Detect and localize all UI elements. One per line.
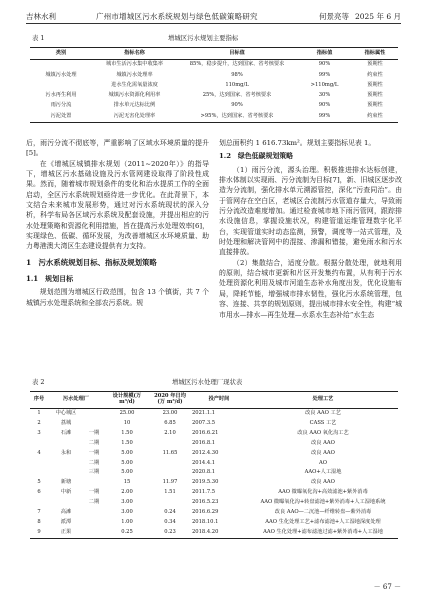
table-cell: 派潭 [60, 518, 72, 525]
table-cell: 预期性 [367, 81, 383, 88]
table-cell: 2007.3.5 [192, 419, 216, 426]
table-row [30, 458, 398, 468]
table-cell: 6 [37, 489, 41, 496]
table-cell: 中新 [60, 489, 72, 496]
table-cell: 二期 [88, 439, 100, 446]
table-cell: 雨污分流 [50, 102, 72, 109]
table-cell: 正果 [60, 528, 72, 535]
table2-header-row [30, 392, 398, 409]
table-cell: 三期 [88, 469, 100, 476]
table-cell: AAO 生化处理工艺+滤布滤池+人工湿地深度处理 [265, 518, 381, 525]
table-cell: 改良 AAO 工艺 [305, 410, 341, 417]
table-row [30, 70, 398, 80]
table1 [30, 47, 398, 123]
table-cell: 改良 AAO 氧化沟工艺 [297, 429, 349, 436]
table1-header-cell: 类别 [30, 48, 92, 60]
table-cell: 25%，达到国家、省考核要求 [202, 92, 272, 99]
table-row [30, 439, 398, 449]
table-cell [84, 528, 104, 538]
table-cell: 改良 AAO—二沉池—纤维转盘—紫外消毒 [274, 508, 372, 515]
table-cell: 高滩 [60, 508, 72, 515]
table-cell: 5.00 [121, 459, 133, 466]
table-cell: 二期 [88, 499, 100, 506]
table-row [30, 91, 398, 101]
table-cell: 110mg/L [225, 81, 249, 88]
table-cell: 90% [318, 61, 331, 68]
table-row [30, 419, 398, 429]
article-title: 广州市增城区污水系统规划与绿色低碳策略研究 [96, 12, 258, 21]
table-cell: 约束性 [367, 71, 383, 78]
table-cell: 5.00 [121, 469, 133, 476]
table-cell [48, 498, 84, 508]
table1-header-cell: 目标值 [177, 48, 297, 60]
table-cell [30, 439, 48, 449]
table-cell: 5.00 [121, 449, 133, 456]
table-cell: 4 [37, 449, 41, 456]
table-cell: 荔城 [60, 419, 72, 426]
table-row [30, 508, 398, 518]
table-cell: AAO 微曝氧化沟+转盘滤池+紫外消毒+人工湿地系统 [260, 499, 386, 506]
table-cell: 1 [37, 410, 41, 417]
table-cell: 2016.8.1 [192, 439, 216, 446]
table-cell [30, 468, 48, 478]
table2-label: 表 2 [32, 378, 45, 386]
table-cell: 2.10 [164, 429, 176, 436]
page-number: － 67 － [373, 583, 401, 591]
table-cell [30, 498, 48, 508]
table-row [30, 429, 398, 439]
table-cell: 1.50 [121, 439, 133, 446]
subsection-heading: 1.2 绿色低碳规划策略 [219, 152, 294, 161]
table-cell: 0.24 [164, 508, 176, 515]
table-cell: 2014.4.1 [192, 459, 216, 466]
table-cell: 城镇污水资源化利用率 [108, 92, 161, 99]
table-cell: AAO 生化处理+滤布滤池过滤+紫外消毒+人工湿地 [263, 528, 383, 535]
issue-date: 2025 年 6 月 [354, 12, 401, 21]
table-cell: 1.50 [121, 429, 133, 436]
table-cell: 15 [123, 479, 131, 486]
table-cell [30, 81, 92, 91]
table-row [30, 488, 398, 498]
table-cell: 一期 [88, 489, 100, 496]
table-cell: 永和 [60, 449, 72, 456]
table2-header-cell: 投产时间 [190, 392, 248, 409]
table-cell: 99% [318, 112, 331, 119]
table2-header-cell: 2020 年日均(万 m³/d) [150, 392, 190, 409]
table-cell: 进水生化需氧量浓度 [111, 81, 158, 88]
table-cell: 2012.4.30 [192, 449, 219, 456]
table-cell: 10 [123, 419, 131, 426]
table-cell: 新塘 [60, 479, 72, 486]
table-row [30, 60, 398, 71]
table-cell: 90% [231, 102, 243, 109]
body-paragraph: （1）雨污分流，源头治理。积极推进排水达标创建，排水体制以实现雨、污分流制为目标[7]，新、旧城区逐步改造为分流制，强化排水单元溯源管控，深化“污查同治”。由于管网存在空白区，老城区合流制污水管道存量大，导致雨污分流改造难度增加。通过检查城市地下雨污管网，跟踪排水设施信息，掌握设施状况，构建管道运维管理数字化平台，实现管道实时动态监测，预警，调度等一站式管理，及时处理和解决管网中的混接、渗漏和错接，避免雨水和污水直接排放。 [219, 165, 402, 257]
table-cell [30, 458, 48, 468]
table1-caption: 增城区污水规划主要指标 [168, 34, 239, 42]
table-cell: 城镇污水处理 [45, 71, 77, 78]
table1-header-cell: 指标名称 [92, 48, 177, 60]
table-cell [150, 439, 190, 449]
table1-header-row [30, 48, 398, 60]
table-cell: AAO 微曝氧化沟+高效滤池+紫外消毒 [278, 489, 368, 496]
body-paragraph: 划总面积约 1 616.73km²。规划主要指标见表 1。 [219, 139, 376, 147]
journal-name: 吉林水利 [26, 12, 56, 21]
table-cell: 改良 AAO [311, 439, 335, 446]
table-cell: CASS 工艺 [309, 419, 337, 426]
table-row [30, 449, 398, 459]
table-cell [48, 458, 84, 468]
table2-header-cell: 设计规模(万 m³/d) [104, 392, 150, 409]
table-cell: 中心城区 [55, 410, 77, 417]
body-paragraph: 在《增城区城镇排水规划（2011~2020年）》的指导下，增城区污水基础设施及污水管网建设取得了阶段性成果。然而，随着城市规划条件的变化和治水提质工作的全面启动，全区污水系统规划亟待进一步优化。在此背景下，本文结合未来城市发展形势，通过对污水系统现状的深入分析，科学布局各区域污水系统及配套设施，并提出相应的污水处理策略和资源化利用措施，旨在提高污水处理效率[6]，实现绿色、低碳、循环发展，为改善增城区水环境质量、助力粤港澳大湾区生态建设提供有力支持。 [26, 159, 209, 251]
table-cell: 5 [37, 479, 41, 486]
table-row [30, 101, 398, 111]
table-cell [48, 468, 84, 478]
table-row [30, 409, 398, 419]
body-paragraph: 规划范围为增城区行政范围，包含 13 个镇街，共 7 个城镇污水处理系统和全部农污系统。规 [26, 288, 209, 307]
table-cell [30, 60, 92, 71]
table-cell: 90% [318, 102, 331, 109]
table-cell: 污泥处置 [50, 112, 72, 119]
table-row [30, 111, 398, 122]
table-cell: 85%，稳步提升，达到国家、省考核要求 [189, 61, 285, 68]
table-cell: >95%，达到国家、省考核要求 [200, 112, 274, 119]
table-row [30, 518, 398, 528]
table-cell [48, 439, 84, 449]
right-column [219, 138, 402, 320]
table-row [30, 478, 398, 488]
table2-header-cell: 处理工艺 [248, 392, 398, 409]
table-cell: 污水再生利用 [45, 92, 77, 99]
table-cell: 2011.7.5 [192, 489, 216, 496]
table-cell: 8 [37, 518, 41, 525]
table-cell [150, 458, 190, 468]
table-cell: 二期 [88, 459, 100, 466]
table-cell: 石滩 [60, 429, 72, 436]
table-cell [150, 468, 190, 478]
table-cell: 9 [37, 528, 41, 535]
table-row [30, 528, 398, 538]
table-cell: 2020.8.1 [192, 469, 216, 476]
table-cell: AO [319, 459, 327, 466]
table1-header-cell: 指标属性 [352, 48, 398, 60]
table-cell: 2016.5.23 [192, 499, 219, 506]
table1-header-cell: 指标值 [297, 48, 352, 60]
table-cell: 1.51 [164, 489, 176, 496]
table-cell: 23.00 [162, 410, 178, 417]
body-paragraph: 后，雨污分流不彻底等，严重影响了区域水环境质量的提升[5]。 [26, 139, 209, 158]
table-cell: >110mg/L [310, 81, 339, 88]
table-cell: 城镇污水处理率 [116, 71, 153, 78]
table-cell: 预期性 [367, 61, 383, 68]
table-cell: 0.25 [121, 528, 133, 535]
table-cell: 11.97 [162, 479, 178, 486]
table-cell: 2016.6.29 [192, 508, 219, 515]
table2 [30, 391, 398, 539]
table-cell: 2016.6.21 [192, 429, 219, 436]
table-cell: 3.00 [121, 499, 133, 506]
table2-caption: 增城区污水处理厂现状表 [172, 378, 243, 386]
table2-header-cell: 污水处理厂 [48, 392, 104, 409]
table-cell: 2.00 [121, 489, 133, 496]
table-row [30, 81, 398, 91]
table-cell: 2 [37, 419, 41, 426]
running-header [26, 9, 401, 24]
table-cell: 改良 AAO [311, 479, 335, 486]
table-cell: 2019.5.30 [192, 479, 219, 486]
table-cell: 6.85 [164, 419, 176, 426]
table-cell: 25.00 [119, 410, 135, 417]
table-row [30, 468, 398, 478]
table-cell: 0.34 [164, 518, 176, 525]
table-cell: 2021.1.1 [192, 410, 216, 417]
table-cell: AAO+人工湿地 [304, 469, 342, 476]
table-cell: 2018.10.1 [192, 518, 219, 525]
table-cell: 城市生活污水集中收集率 [105, 61, 164, 68]
table-cell: 30% [318, 92, 331, 99]
table-row [30, 498, 398, 508]
subsection-heading: 1.1 规划目标 [26, 274, 74, 284]
table-cell: 7 [37, 508, 41, 515]
table-cell: 改良 AAO [311, 449, 335, 456]
body-paragraph: （2）集散结合，适度分散。根据分散处理，就地利用的原则，结合城市更新和片区开发集约布置，从有利于污水处理资源化利用及城市河道生态补水角度出发，优化设施布局，降耗节能，增强城市排水韧性，强化污水系统管理，包容、连接、共享的规划原则，提出城市排水安全性，构建“城市用水—排水—再生处理—水系水生态补给”水生态 [219, 258, 402, 319]
table-cell: 99% [318, 71, 331, 78]
table-cell [84, 518, 104, 528]
table-cell [84, 508, 104, 518]
table-cell: 11.65 [162, 449, 178, 456]
table1-label: 表 1 [32, 34, 45, 42]
table-cell: 一期 [88, 429, 100, 436]
table-cell [84, 419, 104, 429]
table-cell: 约束性 [367, 112, 383, 119]
section-heading: 1 污水系统规划目标、指标及规划策略 [26, 257, 157, 267]
table-cell [84, 478, 104, 488]
table-cell: 2018.4.20 [192, 528, 219, 535]
left-column [26, 138, 209, 308]
table-cell: 1.00 [121, 518, 133, 525]
table-cell: 3 [37, 429, 41, 436]
table-cell: 3.00 [121, 508, 133, 515]
table2-header-cell: 序号 [30, 392, 48, 409]
table-cell: 98% [231, 71, 243, 78]
table-cell: 0.23 [164, 528, 176, 535]
table-cell [84, 409, 104, 419]
table-cell: 排水单元达标比例 [113, 102, 156, 109]
table-cell [150, 498, 190, 508]
table-cell: 预期性 [367, 92, 383, 99]
table-cell: 污泥无害化处理率 [113, 112, 156, 119]
article-authors: 何景亮等 [319, 12, 349, 21]
table-cell: 预期性 [367, 102, 383, 109]
table-cell: 一期 [88, 449, 100, 456]
